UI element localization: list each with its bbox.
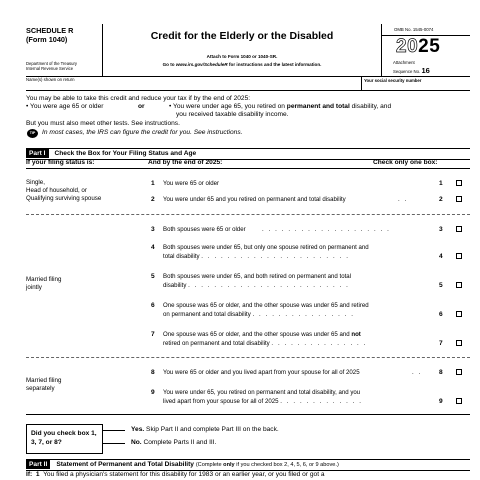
form-title: Credit for the Elderly or the Disabled [150, 30, 334, 42]
answer-yes: Yes. Skip Part II and complete Part III on the back. [131, 426, 279, 433]
checkbox-9[interactable] [456, 398, 462, 404]
line-4-text: Both spouses were under 65, but only one spouse retired on permanent and total disability . . . . . . . . . . . . . . . . . . . . . . . [163, 244, 369, 260]
part2-title: Statement of Permanent and Total Disability [56, 461, 194, 468]
part2-item-1: If: 1 You filed a physician's statement for this disability for 1983 or an earlier year, or you filed or got a [26, 471, 325, 478]
part2-label: Part II [26, 460, 50, 469]
line-1-text: You were 65 or older [163, 180, 220, 187]
line-7-number: 7 [151, 331, 155, 338]
attachment-label: Attachment [393, 60, 415, 65]
checkbox-6[interactable] [456, 311, 462, 317]
answer-no: No. Complete Parts II and III. [131, 439, 217, 446]
tax-year: 2025 [396, 36, 441, 57]
name-label: Name(s) shown on return [26, 77, 75, 82]
box-9-number: 9 [439, 398, 443, 405]
col-check-one: Check only one box: [373, 159, 438, 166]
line-5-text: Both spouses were under 65, and both retired on permanent and total disability . . . . . . . . . . . . . . . . . . . . . . . . . [163, 273, 352, 289]
department: Department of the Treasury [26, 61, 77, 66]
line-6-number: 6 [151, 302, 155, 309]
status-single: Single, Head of household, or Qualifying surviving spouse [26, 179, 102, 202]
bullet-age-65: • You were age 65 or older [26, 103, 104, 110]
intro-text: You may be able to take this credit and reduce your tax if by the end of 2025: [26, 95, 251, 102]
part1-label: Part I [26, 149, 49, 158]
checkbox-2[interactable] [456, 196, 462, 202]
line-4-number: 4 [151, 244, 155, 251]
omb-number: OMB No. 1545-0074 [394, 27, 434, 32]
status-married-separately: Married filing separately [26, 377, 62, 392]
or-text: or [138, 103, 145, 110]
line-8-text: You were 65 or older and you lived apart from your spouse for all of 2025 [163, 369, 360, 376]
line-6-text: One spouse was 65 or older, and the other spouse was under 65 and retired on permanent and total disability . . . . . . . . . . . . . . . . [163, 302, 369, 318]
line-1-number: 1 [151, 180, 155, 187]
box-3-number: 3 [439, 226, 443, 233]
box-8-number: 8 [439, 369, 443, 376]
box-4-number: 4 [439, 253, 443, 260]
part1-title: Check the Box for Your Filing Status and Age [54, 150, 197, 157]
line-2-text: You were under 65 and you retired on permanent and total disability [163, 196, 346, 203]
col-end-of-year: And by the end of 2025: [148, 159, 223, 166]
bullet-disability: • You were under age 65, you retired on permanent and total disability, and [169, 103, 392, 110]
question-box [26, 424, 103, 454]
question-text: Did you check box 1, 3, 7, or 8? [31, 430, 97, 446]
goto-instruction: Go to www.irs.gov/ScheduleR for instructions and the latest information. [162, 62, 322, 67]
line-8-number: 8 [151, 369, 155, 376]
checkbox-5[interactable] [456, 282, 462, 288]
checkbox-1[interactable] [456, 180, 462, 186]
box-5-number: 5 [439, 282, 443, 289]
part2-header [26, 459, 470, 471]
agency: Internal Revenue Service [26, 66, 74, 71]
line-7-text: One spouse was 65 or older, and the other spouse was under 65 and not retired on permanent and total disability . . . . . . . . . . . . . . . [163, 331, 367, 347]
line-3-text: Both spouses were 65 or older [163, 226, 246, 233]
sequence-label: Sequence No. 16 [393, 66, 430, 75]
box-6-number: 6 [439, 311, 443, 318]
col-filing-status: If your filing status is: [26, 159, 95, 166]
line-9-text: You were under 65, you retired on permanent and total disability, and you lived apart from your spouse for all of 2025 . . . . . . . . . . . . . [163, 389, 363, 405]
box-2-number: 2 [439, 196, 443, 203]
attach-instruction: Attach to Form 1040 or 1040-SR. [206, 54, 278, 59]
form-page: SCHEDULE R (Form 1040) Department of the Treasury Internal Revenue Service Credit for the Elderly or the Disabled Attach to Form 1040 or 1040-SR. Go to www.irs.gov/ScheduleR for instructions and the latest information. OMB No. 1545-0074 2025 Attachment Sequence No. 16 Name(s) shown on return Your social security number You may be able to take this credit and reduce your tax if by the end of 2025: • You were age 65 or older or • You were under age 65, you retired on permanent and total disability, and you received taxable disability income. But you must also meet other tests. See instructions. TIP In most cases, the IRS can figure the credit for you. See instructions. Part I Check the Box for Your Filing Status and Age If your filing status is: And by the end of 2025: Check only one box: Single, Head of household, or Qualifying surviving spouse 1 You were 65 or older 1 2 You were under 65 and you retired on permanent and total disability . . 2 Married filing jointly 3 Both spouses were 65 or older . . . . . . . . . . . . . . . . . . . . 3 4 Both spouses were under 65, but only one spouse retired on permanent and total disability . . . . . . . . . . . . . . . . . . . . . . . 4 5 Both spouses were under 65, and both retired on permanent and total disability . . . . . . . . . . . . . . . . . . . . . . . . . 5 6 One spouse was 65 or older, and the other spouse was under 65 and retired on permanent and total disability . . . . . . . . . . . . . . . . 6 7 One spouse was 65 or older, and the other spouse was under 65 and not retired on permanent and total disability . . . . . . . . . . . . . . . 7 Married filing separately 8 You were 65 or older and you lived apart from your spouse for all of 2025 . . 8 9 You were under 65, you retired on permanent and total disability, and you lived apart from your spouse for all of 2025 . . . . . . . . . . . . . 9 Did you check box 1, 3, 7, or 8? Yes. Skip Part II and complete Part III on the back. No. Complete Parts II and III. Part II Statement of Permanent and Total Disability (Complete only if you checked box 2, 4, 5, 6, or 9 above.) If: 1 You filed a physician's statement for this disability for 1983 or an earlier year, or you filed or got a [0, 0, 480, 480]
checkbox-4[interactable] [456, 253, 462, 259]
checkbox-8[interactable] [456, 369, 462, 375]
bullet-disability-cont: you received taxable disability income. [176, 111, 289, 118]
name-input[interactable] [30, 82, 355, 90]
line-9-number: 9 [151, 389, 155, 396]
schedule-name: SCHEDULE R [26, 26, 74, 35]
other-tests: But you must also meet other tests. See instructions. [26, 120, 180, 127]
ssn-label: Your social security number [364, 78, 422, 83]
checkbox-3[interactable] [456, 226, 462, 232]
status-married-jointly: Married filing jointly [26, 276, 62, 291]
part2-note: (Complete only if you checked box 2, 4, 5, 6, or 9 above.) [195, 462, 339, 468]
box-1-number: 1 [439, 180, 443, 187]
checkbox-7[interactable] [456, 340, 462, 346]
box-7-number: 7 [439, 340, 443, 347]
irs-url[interactable]: www.irs.gov/ScheduleR [175, 62, 228, 67]
line-2-number: 2 [151, 196, 155, 203]
line-5-number: 5 [151, 273, 155, 280]
form-number: (Form 1040) [26, 35, 68, 44]
tip-text: In most cases, the IRS can figure the credit for you. See instructions. [42, 129, 243, 136]
line-3-number: 3 [151, 226, 155, 233]
tip-icon: TIP [27, 129, 38, 138]
